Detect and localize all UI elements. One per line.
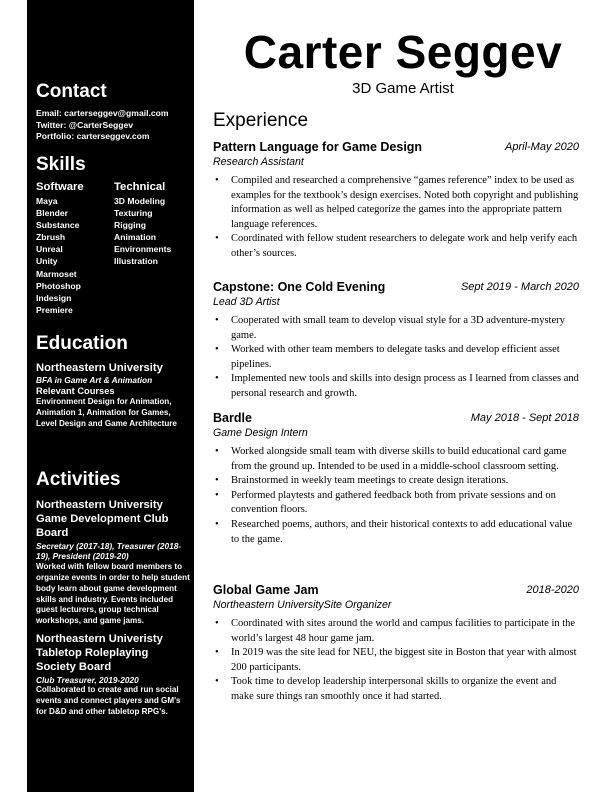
job-entry: [213, 583, 579, 705]
technical-column: [114, 181, 171, 268]
skill-item: Zbrush: [36, 232, 66, 243]
skill-item: Unreal: [36, 244, 63, 255]
skill-item: Premiere: [36, 304, 73, 315]
job-entry: [213, 140, 579, 262]
job-header: [213, 411, 579, 427]
contact-block: [36, 108, 169, 143]
activities-block: [36, 498, 190, 718]
job-date: April-May 2020: [505, 141, 579, 153]
contact-email: Email: carterseggev@gmail.com: [36, 108, 169, 118]
job-entry: [213, 280, 579, 402]
job-header: [213, 140, 579, 156]
sidebar: [27, 0, 194, 792]
job-bullets: [213, 174, 579, 262]
job-bullet: • Performed playtests and gathered feedback both from private sessions and on convention floors.: [213, 489, 579, 518]
degree: BFA in Game Art & Animation: [36, 375, 153, 386]
skill-item: Animation: [114, 232, 157, 243]
job-header: [213, 583, 579, 599]
courses-heading: Relevant Courses: [36, 386, 115, 396]
activity-item: [36, 498, 190, 627]
job-date: 2018-2020: [526, 584, 579, 596]
job-bullet: • Implemented new tools and skills into design process as I learned from classes and personal research and growth.: [213, 372, 579, 401]
job-role: Northeastern UniversitySite Organizer: [213, 599, 392, 611]
skill-item: Marmoset: [36, 268, 77, 279]
candidate-name: Carter Seggev: [243, 26, 563, 78]
job-bullets: [213, 445, 579, 547]
skill-item: Indesign: [36, 292, 72, 303]
activity-title: Northeastern University Game Development Club Board: [36, 499, 169, 540]
job-title: Global Game Jam: [213, 583, 319, 597]
skill-item: Texturing: [114, 208, 153, 219]
job-header: [213, 280, 579, 296]
job-bullets: [213, 314, 579, 402]
candidate-title: 3D Game Artist: [352, 80, 454, 97]
experience-heading: Experience: [213, 110, 309, 131]
skill-item: Unity: [36, 256, 58, 267]
job-bullet: • Took time to develop leadership interpersonal skills to organize the event and make sure things ran smoothly once it had started.: [213, 675, 579, 704]
job-title: Bardle: [213, 411, 252, 425]
job-title: Capstone: One Cold Evening: [213, 280, 386, 294]
software-column: [36, 181, 84, 316]
skill-item: Substance: [36, 220, 80, 231]
contact-twitter: Twitter: @CarterSeggev: [36, 119, 134, 130]
job-date: May 2018 - Sept 2018: [470, 412, 579, 424]
software-heading: Software: [36, 181, 84, 193]
education-heading: Education: [36, 333, 128, 354]
job-bullet: • Coordinated with fellow student researchers to delegate work and help verify each other’s sources.: [213, 232, 579, 261]
job-role: Research Assistant: [213, 156, 304, 168]
activity-title: Northeastern Univeristy Tabletop Roleplaying Society Board: [36, 632, 163, 674]
job-title: Pattern Language for Game Design: [213, 140, 423, 154]
activity-item: [36, 632, 190, 718]
job-bullet: • Worked with other team members to delegate tasks and develop efficient asset pipelines.: [213, 343, 579, 372]
education-block: [36, 361, 188, 430]
courses-list: Environment Design for Animation, Animation 1, Animation for Games, Level Design and Game Architecture: [36, 397, 177, 428]
activity-desc: Worked with fellow board members to organize events in order to help student body learn about game development skills and industry. Events included guest lecturers, group technical workshops, and game jams.: [36, 562, 190, 626]
skill-item: 3D Modeling: [114, 196, 166, 206]
job-bullet: • Coordinated with sites around the world and campus facilities to participate in the world’s largest 48 hour game jam.: [213, 617, 579, 646]
job-bullet: • Compiled and researched a comprehensive “games reference” index to be used as examples for the textbook’s design exercises. Noted both copyright and publishing information as well as helped categorize the games into the appropriate pattern language references.: [213, 174, 579, 232]
skill-item: Illustration: [114, 256, 158, 267]
skill-item: Photoshop: [36, 280, 81, 291]
technical-heading: Technical: [114, 181, 166, 193]
job-bullet: • Researched poems, authors, and their historical contexts to add educational value to the game.: [213, 518, 579, 547]
activity-roles: Club Treasurer, 2019-2020: [36, 674, 139, 685]
skills-heading: Skills: [36, 154, 86, 175]
job-bullet: • In 2019 was the site lead for NEU, the biggest site in Boston that year with almost 200 participants.: [213, 646, 579, 675]
activity-desc: Collaborated to create and run social events and connect players and GM's for D&D and other tabletop RPG's.: [36, 685, 181, 716]
job-bullet: • Brainstormed in weekly team meetings to create design iterations.: [213, 474, 579, 489]
contact-heading: Contact: [36, 81, 107, 102]
skill-item: Blender: [36, 208, 68, 219]
job-bullet: • Worked alongside small team with diverse skills to build educational card game from the ground up. Intended to be used in a middle-school classroom setting.: [213, 445, 579, 474]
job-bullets: [213, 617, 579, 705]
skill-item: Maya: [36, 196, 58, 206]
school-name: Northeastern University: [36, 362, 163, 374]
activity-roles: Secretary (2017-18), Treasurer (2018-19), President (2019-20): [36, 540, 182, 562]
contact-portfolio: Portfolio: carterseggev.com: [36, 131, 150, 142]
skill-item: Rigging: [114, 220, 146, 231]
activities-heading: Activities: [36, 469, 121, 490]
job-role: Game Design Intern: [213, 427, 308, 439]
job-date: Sept 2019 - March 2020: [460, 281, 579, 293]
job-bullet: • Cooperated with small team to develop visual style for a 3D adventure-mystery game.: [213, 314, 579, 343]
job-entry: [213, 411, 579, 547]
skill-item: Environments: [114, 244, 172, 255]
job-role: Lead 3D Artist: [213, 296, 280, 308]
